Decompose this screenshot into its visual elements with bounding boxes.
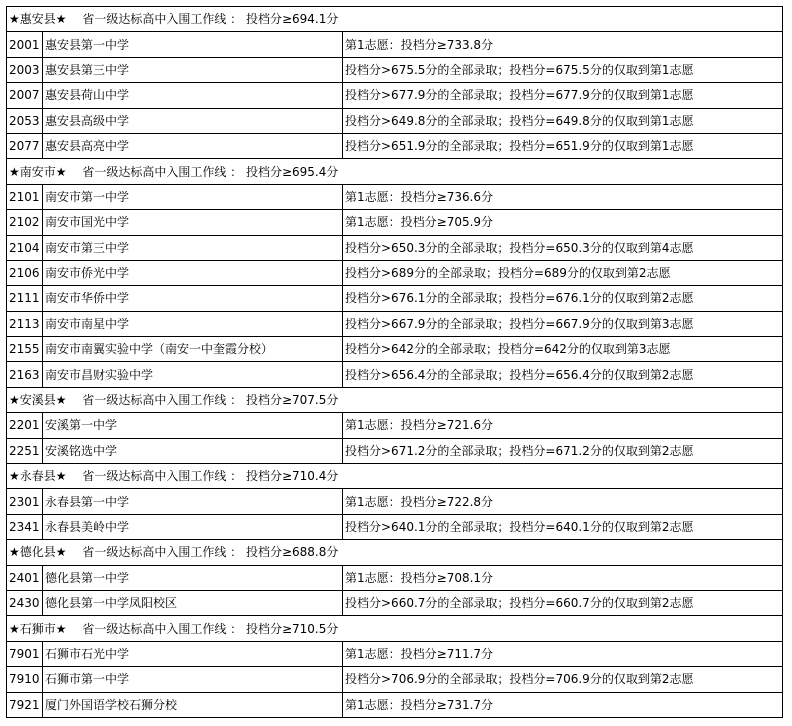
table-row <box>7 83 783 108</box>
school-code-cell: 2251 <box>7 438 43 463</box>
admission-rule-cell: 投档分>656.4分的全部录取；投档分=656.4分的仅取到第2志愿 <box>343 362 783 387</box>
school-name-cell: 南安市华侨中学 <box>43 286 343 311</box>
school-name-cell: 南安市国光中学 <box>43 210 343 235</box>
admission-rule-cell: 投档分>660.7分的全部录取；投档分=660.7分的仅取到第2志愿 <box>343 590 783 615</box>
school-name-cell: 南安市南星中学 <box>43 311 343 336</box>
table-row <box>7 590 783 615</box>
school-name-cell: 厦门外国语学校石狮分校 <box>43 692 343 717</box>
school-code-cell: 2104 <box>7 235 43 260</box>
school-code-cell: 7910 <box>7 667 43 692</box>
table-row <box>7 235 783 260</box>
table-row <box>7 438 783 463</box>
school-code-cell: 2301 <box>7 489 43 514</box>
admission-rule-cell: 第1志愿：投档分≥721.6分 <box>343 413 783 438</box>
table-row <box>7 641 783 666</box>
school-name-cell: 永春县第一中学 <box>43 489 343 514</box>
school-name-cell: 南安市第一中学 <box>43 184 343 209</box>
table-row <box>7 133 783 158</box>
table-row <box>7 311 783 336</box>
table-row <box>7 108 783 133</box>
admission-rule-cell: 第1志愿：投档分≥705.9分 <box>343 210 783 235</box>
school-code-cell: 2101 <box>7 184 43 209</box>
table-row <box>7 32 783 57</box>
school-code-cell: 2401 <box>7 565 43 590</box>
school-name-cell: 惠安县荷山中学 <box>43 83 343 108</box>
table-row <box>7 362 783 387</box>
admission-rule-cell: 投档分>671.2分的全部录取；投档分=671.2分的仅取到第2志愿 <box>343 438 783 463</box>
school-name-cell: 永春县美岭中学 <box>43 514 343 539</box>
table-row <box>7 57 783 82</box>
section-header-row <box>7 464 783 489</box>
school-code-cell: 2007 <box>7 83 43 108</box>
section-title: ★永春县★ 省一级达标高中入围工作线 ： 投档分≥710.4分 <box>7 464 783 489</box>
admission-rule-cell: 投档分>640.1分的全部录取；投档分=640.1分的仅取到第2志愿 <box>343 514 783 539</box>
section-title: ★安溪县★ 省一级达标高中入围工作线 ： 投档分≥707.5分 <box>7 387 783 412</box>
table-row <box>7 210 783 235</box>
admission-rule-cell: 第1志愿：投档分≥736.6分 <box>343 184 783 209</box>
section-header-row <box>7 616 783 641</box>
table-row <box>7 667 783 692</box>
section-header-row <box>7 540 783 565</box>
table-row <box>7 489 783 514</box>
school-code-cell: 2106 <box>7 260 43 285</box>
section-header-row <box>7 7 783 32</box>
school-name-cell: 石狮市第一中学 <box>43 667 343 692</box>
admission-score-table <box>6 6 783 718</box>
school-name-cell: 安溪铭选中学 <box>43 438 343 463</box>
section-header-row <box>7 387 783 412</box>
school-code-cell: 2341 <box>7 514 43 539</box>
admission-rule-cell: 第1志愿：投档分≥708.1分 <box>343 565 783 590</box>
school-code-cell: 2163 <box>7 362 43 387</box>
table-row <box>7 692 783 717</box>
school-name-cell: 南安市第三中学 <box>43 235 343 260</box>
section-title: ★德化县★ 省一级达标高中入围工作线 ： 投档分≥688.8分 <box>7 540 783 565</box>
school-name-cell: 安溪第一中学 <box>43 413 343 438</box>
school-name-cell: 惠安县第一中学 <box>43 32 343 57</box>
school-code-cell: 2053 <box>7 108 43 133</box>
admission-rule-cell: 投档分>667.9分的全部录取；投档分=667.9分的仅取到第3志愿 <box>343 311 783 336</box>
admission-rule-cell: 投档分>675.5分的全部录取；投档分=675.5分的仅取到第1志愿 <box>343 57 783 82</box>
school-code-cell: 2003 <box>7 57 43 82</box>
school-name-cell: 惠安县第三中学 <box>43 57 343 82</box>
table-row <box>7 514 783 539</box>
school-code-cell: 2155 <box>7 337 43 362</box>
table-row <box>7 286 783 311</box>
table-body <box>7 7 783 718</box>
section-header-row <box>7 159 783 184</box>
admission-rule-cell: 投档分>649.8分的全部录取；投档分=649.8分的仅取到第1志愿 <box>343 108 783 133</box>
school-code-cell: 2077 <box>7 133 43 158</box>
admission-rule-cell: 投档分>706.9分的全部录取；投档分=706.9分的仅取到第2志愿 <box>343 667 783 692</box>
table-row <box>7 565 783 590</box>
school-name-cell: 南安市昌财实验中学 <box>43 362 343 387</box>
school-name-cell: 德化县第一中学凤阳校区 <box>43 590 343 615</box>
school-code-cell: 2113 <box>7 311 43 336</box>
section-title: ★惠安县★ 省一级达标高中入围工作线 ： 投档分≥694.1分 <box>7 7 783 32</box>
admission-rule-cell: 投档分>642分的全部录取；投档分=642分的仅取到第3志愿 <box>343 337 783 362</box>
section-title: ★南安市★ 省一级达标高中入围工作线 ： 投档分≥695.4分 <box>7 159 783 184</box>
table-row <box>7 413 783 438</box>
table-row <box>7 260 783 285</box>
school-name-cell: 德化县第一中学 <box>43 565 343 590</box>
admission-rule-cell: 第1志愿：投档分≥733.8分 <box>343 32 783 57</box>
school-code-cell: 2111 <box>7 286 43 311</box>
admission-rule-cell: 第1志愿：投档分≥711.7分 <box>343 641 783 666</box>
admission-rule-cell: 投档分>689分的全部录取；投档分=689分的仅取到第2志愿 <box>343 260 783 285</box>
school-code-cell: 2001 <box>7 32 43 57</box>
admission-rule-cell: 投档分>650.3分的全部录取；投档分=650.3分的仅取到第4志愿 <box>343 235 783 260</box>
school-code-cell: 2201 <box>7 413 43 438</box>
school-name-cell: 惠安县高亮中学 <box>43 133 343 158</box>
school-name-cell: 南安市南翼实验中学（南安一中奎霞分校） <box>43 337 343 362</box>
school-code-cell: 2430 <box>7 590 43 615</box>
school-code-cell: 2102 <box>7 210 43 235</box>
section-title: ★石狮市★ 省一级达标高中入围工作线 ： 投档分≥710.5分 <box>7 616 783 641</box>
table-row <box>7 184 783 209</box>
admission-rule-cell: 投档分>651.9分的全部录取；投档分=651.9分的仅取到第1志愿 <box>343 133 783 158</box>
school-name-cell: 惠安县高级中学 <box>43 108 343 133</box>
table-row <box>7 337 783 362</box>
admission-rule-cell: 第1志愿：投档分≥722.8分 <box>343 489 783 514</box>
school-code-cell: 7901 <box>7 641 43 666</box>
school-name-cell: 石狮市石光中学 <box>43 641 343 666</box>
admission-rule-cell: 投档分>677.9分的全部录取；投档分=677.9分的仅取到第1志愿 <box>343 83 783 108</box>
school-code-cell: 7921 <box>7 692 43 717</box>
admission-rule-cell: 第1志愿：投档分≥731.7分 <box>343 692 783 717</box>
school-name-cell: 南安市侨光中学 <box>43 260 343 285</box>
admission-rule-cell: 投档分>676.1分的全部录取；投档分=676.1分的仅取到第2志愿 <box>343 286 783 311</box>
